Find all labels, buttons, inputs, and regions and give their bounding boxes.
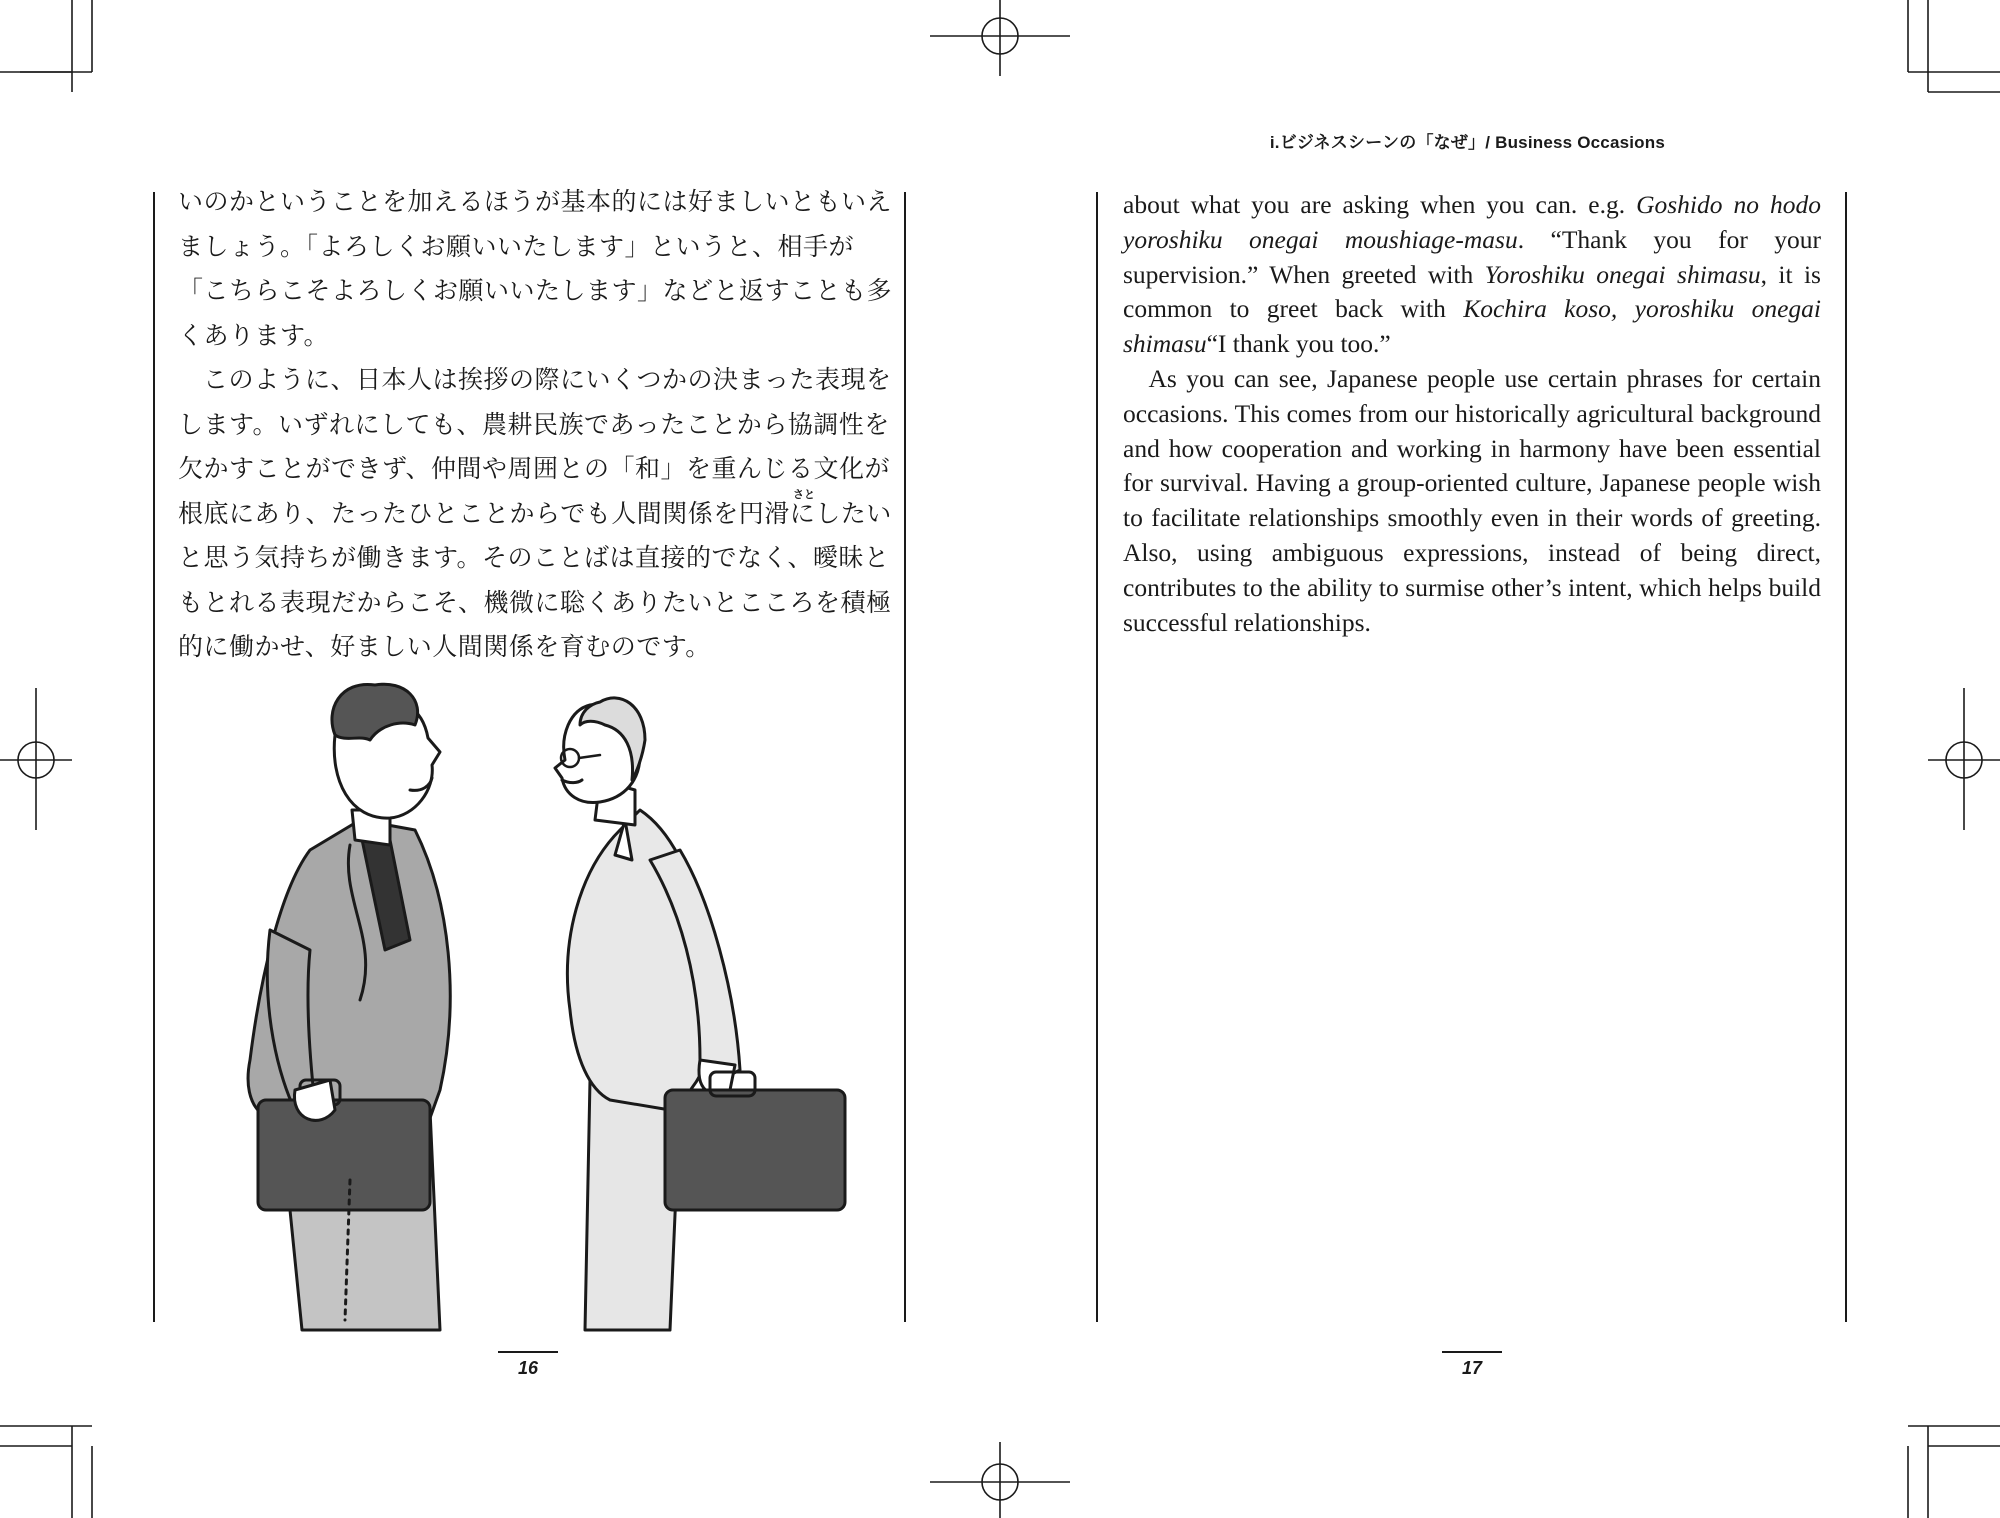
left-page-left-rule xyxy=(153,192,155,1322)
ja-paragraph-1: いのかということを加えるほうが基本的には好ましいともいえましょう。「よろしくお願いいたします」というと、相手が「こちらこそよろしくお願いいたします」などと返すことも多くあります。 xyxy=(178,187,893,350)
right-page-number-rule xyxy=(1442,1351,1502,1353)
left-page-right-rule xyxy=(904,192,906,1322)
right-page-right-rule xyxy=(1845,192,1847,1322)
right-page-body xyxy=(1123,188,1821,640)
furigana-annotation: さと xyxy=(793,488,815,501)
left-page-body xyxy=(178,180,904,670)
en-paragraph-2: As you can see, Japanese people use certain phrases for certain occasions. This comes from our historically agricultural background and how cooperation and working in harmony have been essential for survival. Having a group-oriented culture, Japanese people wish to facilitate relationships smoothly even in their words of greeting. Also, using ambiguous expressions, instead of being direct, contributes to the ability to surmise other’s intent, which helps build successful relationships. xyxy=(1123,363,1821,637)
ja-paragraph-2: このように、日本人は挨拶の際にいくつかの決まった表現をします。いずれにしても、農耕民族であったことから協調性を欠かすことができず、仲間や周囲との「和」を重んじる文化が根底にあり、たったひとことからでも人間関係を円滑にしたいと思う気持ちが働きます。そのことばは直接的でなく、曖昧ともとれる表現だからこそ、機微に聡くありたいとこころを積極的に働かせ、好ましい人間関係を育むのです。 xyxy=(178,365,892,661)
left-page-number: 16 xyxy=(517,1358,539,1378)
running-head: i.ビジネスシーンの「なぜ」/ Business Occasions xyxy=(1269,133,1665,152)
en-paragraph-1: about what you are asking when you can. e.g. Goshido no hodo yoroshiku onegai moushiage-masu. “Thank you for your supervision.” When greeted with Yoroshiku onegai shimasu, it is common to greet back with Kochira koso, yoroshiku onegai shimasu“I thank you too.” xyxy=(1123,190,1821,359)
right-page-left-rule xyxy=(1096,192,1098,1322)
businessmen-illustration xyxy=(240,680,860,1340)
left-page-number-rule xyxy=(498,1351,558,1353)
right-page-number: 17 xyxy=(1461,1358,1483,1378)
